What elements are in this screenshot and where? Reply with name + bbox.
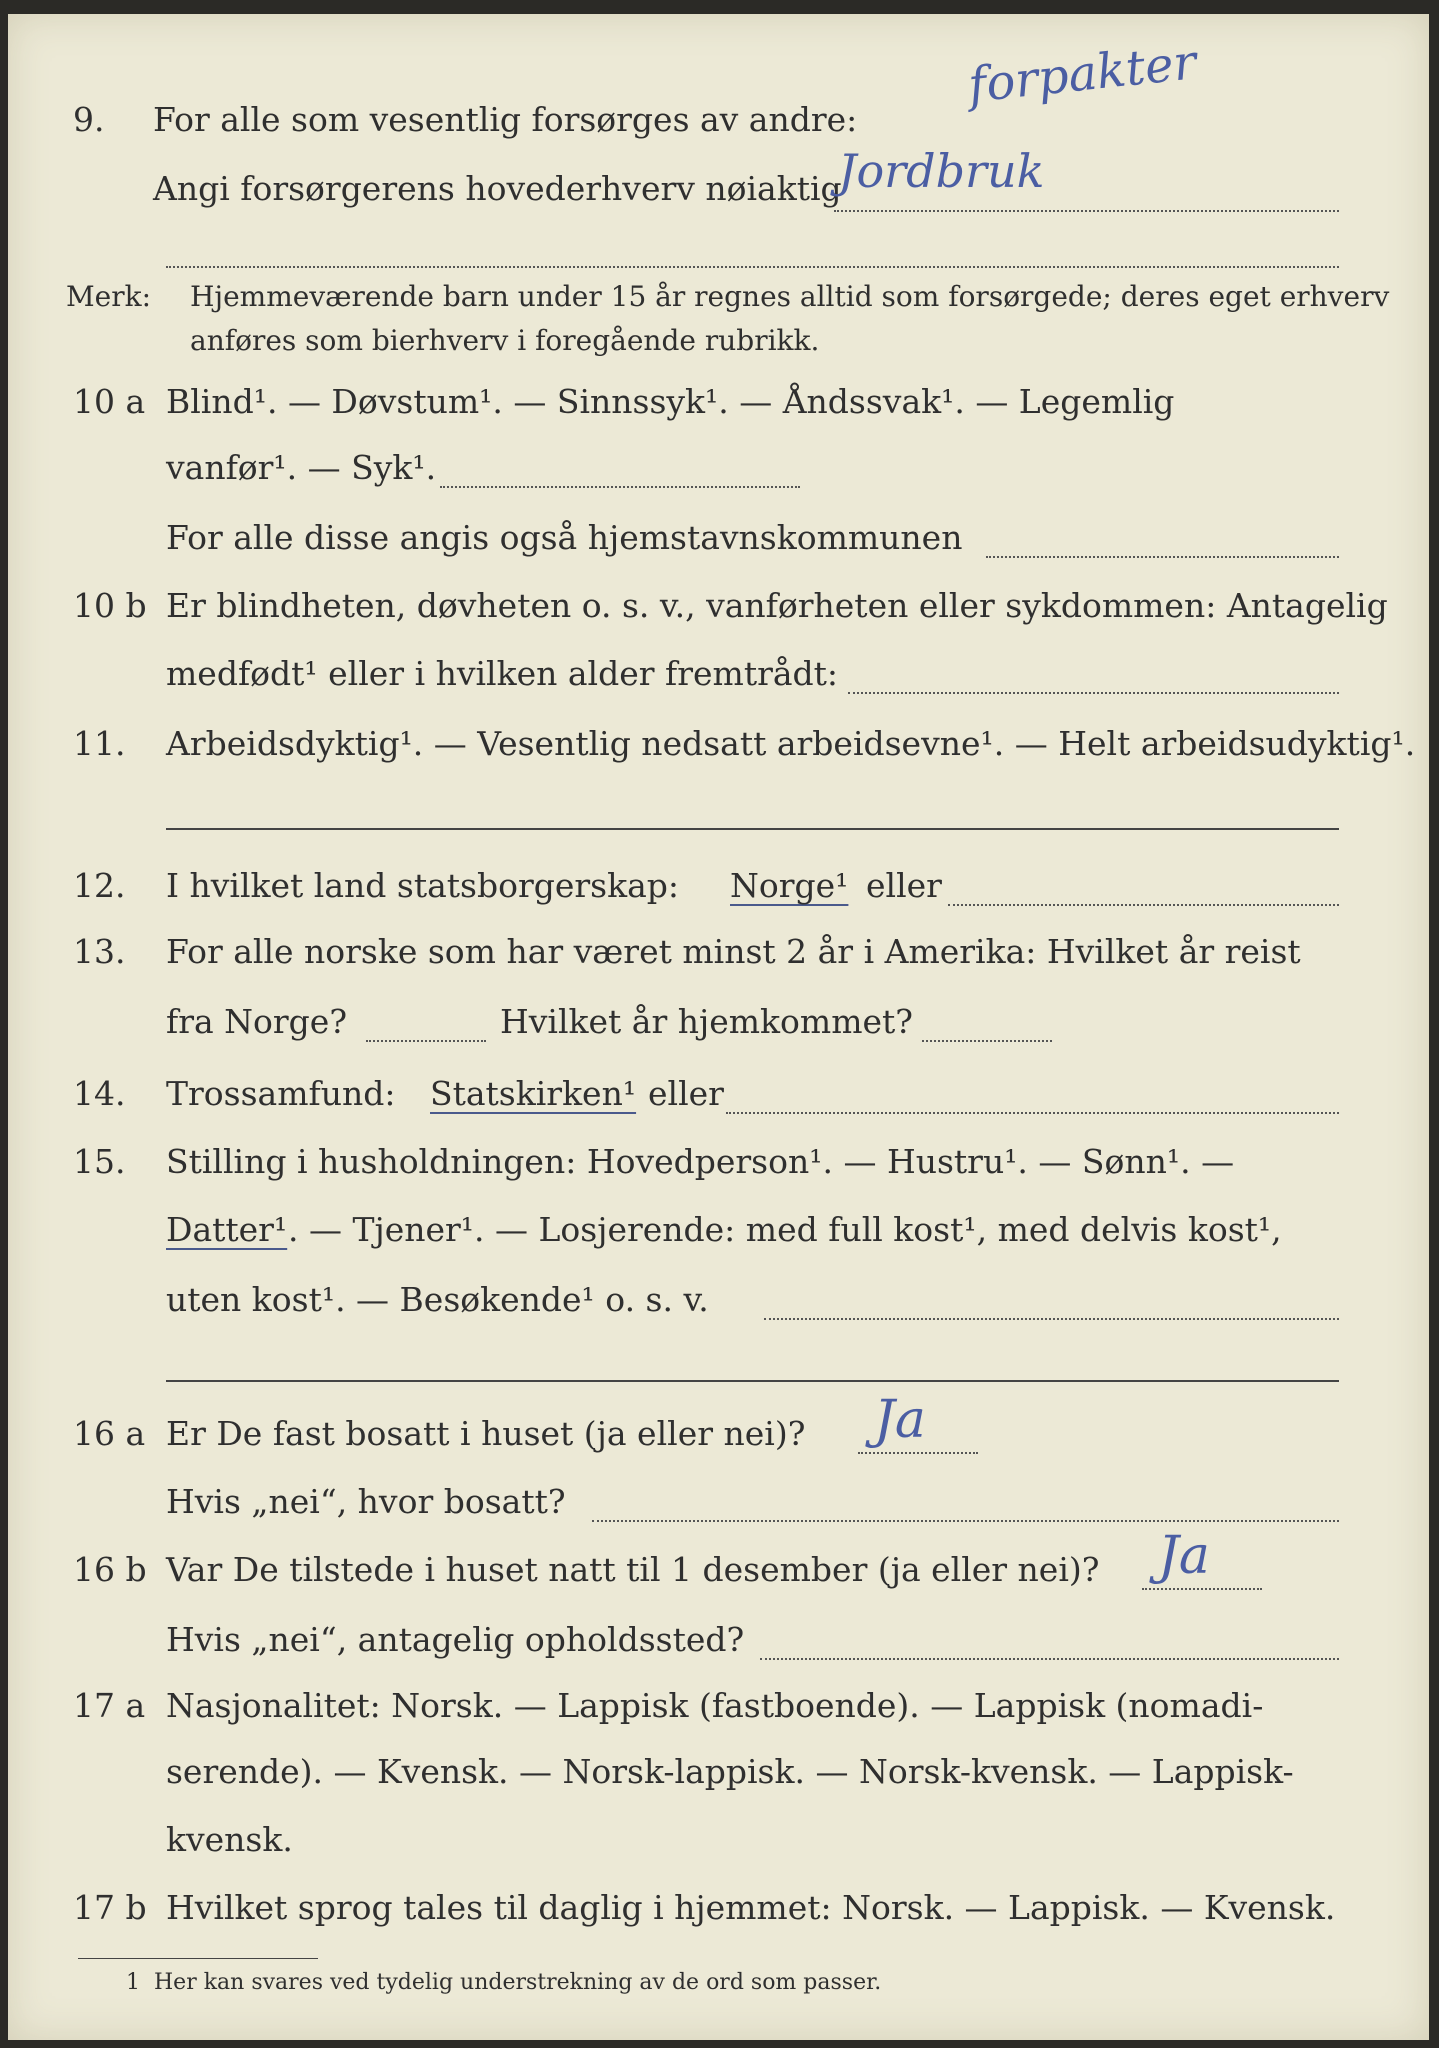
census-form-page xyxy=(8,14,1429,2040)
question-text: Var De tilstede i huset natt til 1 desember (ja eller nei)? xyxy=(166,1550,1100,1589)
question-text: kvensk. xyxy=(166,1820,293,1859)
question-text: Trossamfund: xyxy=(166,1074,396,1113)
handwritten-answer-16a: Ja xyxy=(874,1390,926,1450)
question-text: I hvilket land statsborgerskap: xyxy=(166,866,680,905)
note-text: Hjemmeværende barn under 15 år regnes alltid som forsørgede; deres eget erhverv xyxy=(190,280,1390,313)
question-number: 13. xyxy=(73,932,126,971)
question-text: . — Tjener¹. — Losjerende: med full kost¹, med delvis kost¹, xyxy=(288,1210,1282,1249)
question-text: Angi forsørgerens hovederhverv nøiaktig xyxy=(153,169,842,208)
question-number: 11. xyxy=(73,724,126,763)
question-text: fra Norge? xyxy=(166,1002,348,1041)
answer-line xyxy=(1142,1588,1262,1590)
question-text: Nasjonalitet: Norsk. — Lappisk (fastboende). — Lappisk (nomadi- xyxy=(166,1686,1264,1725)
question-text: Hvilket år hjemkommet? xyxy=(500,1002,913,1041)
question-number: 17 a xyxy=(73,1686,146,1725)
question-10a-line-2 xyxy=(8,448,1429,508)
question-13-line-2 xyxy=(8,1002,1429,1062)
question-number: 10 b xyxy=(73,586,147,625)
question-text: Stilling i husholdningen: Hovedperson¹. — Hustru¹. — Sønn¹. — xyxy=(166,1142,1235,1181)
handwritten-answer-occupation: Jordbruk xyxy=(838,144,1045,198)
answer-line xyxy=(760,1658,1339,1660)
question-10b-line-1 xyxy=(8,586,1429,646)
question-10a-line-3 xyxy=(8,518,1429,578)
question-number: 12. xyxy=(73,866,126,905)
question-9-line-1 xyxy=(8,100,1429,160)
note-line-2 xyxy=(8,324,1429,384)
answer-line xyxy=(834,210,1339,212)
question-13-line-1 xyxy=(8,932,1429,992)
answer-line xyxy=(858,1452,978,1454)
question-14-line-1 xyxy=(8,1074,1429,1134)
question-16a-line-2 xyxy=(8,1482,1429,1542)
question-text: Blind¹. — Døvstum¹. — Sinnssyk¹. — Åndssvak¹. — Legemlig xyxy=(166,382,1175,421)
question-16a-line-1 xyxy=(8,1414,1429,1474)
answer-line xyxy=(440,486,800,488)
answer-line xyxy=(948,904,1339,906)
question-text: For alle norske som har været minst 2 år i Amerika: Hvilket år reist xyxy=(166,932,1301,971)
question-text: For alle disse angis også hjemstavnskommunen xyxy=(166,518,963,557)
answer-line xyxy=(726,1112,1339,1114)
question-9-line-2 xyxy=(8,169,1429,229)
question-text: uten kost¹. — Besøkende¹ o. s. v. xyxy=(166,1280,709,1319)
handwritten-note-top: forpakter xyxy=(965,34,1199,114)
question-number: 14. xyxy=(73,1074,126,1113)
question-number: 15. xyxy=(73,1142,126,1181)
answer-line xyxy=(922,1040,1052,1042)
question-text: medfødt¹ eller i hvilken alder fremtrådt: xyxy=(166,654,839,693)
question-number: 16 a xyxy=(73,1414,146,1453)
question-number: 9. xyxy=(73,100,105,139)
question-10a-line-1 xyxy=(8,382,1429,442)
footnote-mark: 1 xyxy=(126,1970,140,1995)
question-17a-line-2 xyxy=(8,1752,1429,1812)
question-number: 17 b xyxy=(73,1888,147,1927)
answer-line xyxy=(848,692,1339,694)
underlined-answer-statskirken: Statskirken¹ xyxy=(430,1074,637,1113)
question-text: Hvis „nei“, hvor bosatt? xyxy=(166,1482,566,1521)
answer-line xyxy=(366,1040,486,1042)
question-15-line-2 xyxy=(8,1210,1429,1270)
question-text: eller xyxy=(866,866,942,905)
underlined-answer-datter: Datter¹ xyxy=(166,1210,288,1249)
question-text: Er De fast bosatt i huset (ja eller nei)? xyxy=(166,1414,806,1453)
underlined-answer-norge: Norge¹ xyxy=(730,866,849,905)
question-text: vanfør¹. — Syk¹. xyxy=(166,448,437,487)
answer-line xyxy=(986,556,1339,558)
footnote-divider xyxy=(78,1958,318,1959)
question-16b-line-1 xyxy=(8,1550,1429,1610)
answer-line xyxy=(592,1520,1339,1522)
question-17a-line-3 xyxy=(8,1820,1429,1880)
question-10b-line-2 xyxy=(8,654,1429,714)
footnote xyxy=(8,1970,1429,2030)
question-text: Er blindheten, døvheten o. s. v., vanførheten eller sykdommen: Antagelig xyxy=(166,586,1388,625)
handwritten-answer-16b: Ja xyxy=(1158,1526,1210,1586)
question-number: 16 b xyxy=(73,1550,147,1589)
footnote-text: Her kan svares ved tydelig understrekning av de ord som passer. xyxy=(154,1970,882,1995)
section-divider xyxy=(166,1380,1339,1382)
question-15-line-1 xyxy=(8,1142,1429,1202)
answer-line xyxy=(764,1318,1339,1320)
question-text: eller xyxy=(648,1074,724,1113)
answer-line xyxy=(166,266,1339,268)
note-text: anføres som bierhverv i foregående rubrikk. xyxy=(190,324,820,357)
question-text: Arbeidsdyktig¹. — Vesentlig nedsatt arbeidsevne¹. — Helt arbeidsudyktig¹. xyxy=(166,724,1416,763)
question-number: 10 a xyxy=(73,382,146,421)
question-text: Hvilket sprog tales til daglig i hjemmet: Norsk. — Lappisk. — Kvensk. xyxy=(166,1888,1336,1927)
note-label: Merk: xyxy=(66,280,152,313)
question-text: For alle som vesentlig forsørges av andre: xyxy=(153,100,858,139)
question-text: serende). — Kvensk. — Norsk-lappisk. — Norsk-kvensk. — Lappisk- xyxy=(166,1752,1294,1791)
question-15-line-3 xyxy=(8,1280,1429,1340)
question-text: Hvis „nei“, antagelig opholdssted? xyxy=(166,1620,745,1659)
question-12-line-1 xyxy=(8,866,1429,926)
question-17b-line-1 xyxy=(8,1888,1429,1948)
question-16b-line-2 xyxy=(8,1620,1429,1680)
question-17a-line-1 xyxy=(8,1686,1429,1746)
section-divider xyxy=(166,828,1339,830)
question-11-line-1 xyxy=(8,724,1429,784)
